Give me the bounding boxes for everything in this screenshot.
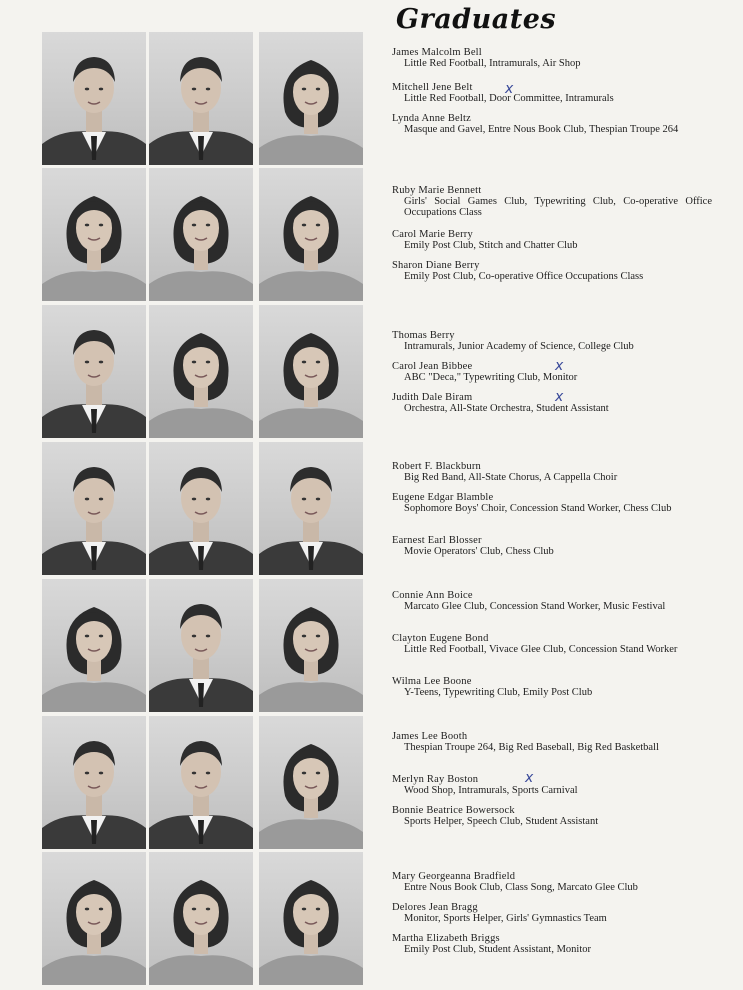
student-name: Connie Ann Boice [392, 590, 473, 601]
student-activities: Sophomore Boys' Choir, Concession Stand Worker, Chess Club [404, 503, 672, 514]
student-portrait [42, 168, 146, 301]
student-activities: Sports Helper, Speech Club, Student Assistant [404, 816, 599, 827]
student-portrait [259, 579, 363, 712]
student-activities: Masque and Gavel, Entre Nous Book Club, Thespian Troupe 264 [404, 124, 679, 135]
student-entry [392, 229, 712, 251]
student-portrait [149, 442, 253, 575]
student-activities: Intramurals, Junior Academy of Science, College Club [404, 341, 634, 352]
student-activities: Entre Nous Book Club, Class Song, Marcato Glee Club [404, 882, 638, 893]
student-name: Wilma Lee Boone [392, 676, 472, 687]
student-entry [392, 82, 712, 104]
student-portrait [42, 305, 146, 438]
student-portrait [149, 716, 253, 849]
handwritten-check-mark: x [525, 770, 534, 786]
page-title: Graduates [396, 4, 557, 35]
student-entry [392, 774, 712, 796]
student-name: Bonnie Beatrice Bowersock [392, 805, 515, 816]
student-portrait [149, 32, 253, 165]
student-entry [392, 933, 712, 955]
student-activities: Orchestra, All-State Orchestra, Student Assistant [404, 403, 609, 414]
student-portrait [149, 852, 253, 985]
student-name: Earnest Earl Blosser [392, 535, 482, 546]
student-entry [392, 871, 712, 893]
student-name: Judith Dale Biram [392, 392, 473, 403]
student-entry [392, 492, 712, 514]
student-name: Robert F. Blackburn [392, 461, 481, 472]
student-entry [392, 633, 712, 655]
student-portrait [42, 32, 146, 165]
student-name: Eugene Edgar Blamble [392, 492, 494, 503]
student-activities: Emily Post Club, Stitch and Chatter Club [404, 240, 578, 251]
student-activities: Big Red Band, All-State Chorus, A Cappella Choir [404, 472, 618, 483]
student-portrait [259, 305, 363, 438]
student-name: Lynda Anne Beltz [392, 113, 472, 124]
student-entry [392, 902, 712, 924]
student-name: Mary Georgeanna Bradfield [392, 871, 516, 882]
student-activities: Wood Shop, Intramurals, Sports Carnival [404, 785, 578, 796]
student-activities: Thespian Troupe 264, Big Red Baseball, Big Red Basketball [404, 742, 659, 753]
student-portrait [42, 579, 146, 712]
student-entry [392, 461, 712, 483]
student-name: Carol Marie Berry [392, 229, 473, 240]
student-portrait [259, 442, 363, 575]
student-name: James Malcolm Bell [392, 47, 482, 58]
student-activities: Movie Operators' Club, Chess Club [404, 546, 554, 557]
student-entry [392, 731, 712, 753]
student-activities: Girls' Social Games Club, Typewriting Club, Co-operative Office Occupations Class [404, 196, 712, 218]
student-name: Clayton Eugene Bond [392, 633, 489, 644]
student-name: Carol Jean Bibbee [392, 361, 473, 372]
student-activities: Emily Post Club, Student Assistant, Monitor [404, 944, 591, 955]
student-entry [392, 47, 712, 69]
student-entry [392, 590, 712, 612]
student-activities: Little Red Football, Vivace Glee Club, Concession Stand Worker [404, 644, 678, 655]
student-portrait [149, 579, 253, 712]
student-activities: Marcato Glee Club, Concession Stand Worker, Music Festival [404, 601, 666, 612]
student-entry [392, 185, 712, 218]
student-portrait [259, 852, 363, 985]
student-entry [392, 358, 712, 383]
student-name: Sharon Diane Berry [392, 260, 480, 271]
student-name: Merlyn Ray Boston [392, 774, 479, 785]
student-entry [392, 330, 712, 352]
student-portrait [259, 716, 363, 849]
student-portrait [259, 32, 363, 165]
student-entry [392, 676, 712, 698]
student-activities: ABC "Deca," Typewriting Club, Monitor [404, 372, 578, 383]
student-name: Mitchell Jene Belt [392, 82, 473, 93]
student-entry [392, 805, 712, 827]
handwritten-check-mark: x [555, 389, 564, 405]
student-entry [392, 389, 712, 414]
student-activities: Monitor, Sports Helper, Girls' Gymnastics Team [404, 913, 607, 924]
student-portrait [149, 168, 253, 301]
handwritten-check-mark: x [555, 358, 564, 374]
student-entry [392, 535, 712, 557]
student-entry [392, 260, 712, 282]
student-name: Thomas Berry [392, 330, 455, 341]
student-name: James Lee Booth [392, 731, 468, 742]
student-activities: Little Red Football, Door Committee, Intramurals [404, 93, 614, 104]
student-activities: Emily Post Club, Co-operative Office Occupations Class [404, 271, 644, 282]
handwritten-check-mark: x [505, 81, 514, 97]
student-portrait [42, 852, 146, 985]
student-entry [392, 113, 712, 135]
student-portrait [149, 305, 253, 438]
student-name: Delores Jean Bragg [392, 902, 478, 913]
student-portrait [259, 168, 363, 301]
student-activities: Y-Teens, Typewriting Club, Emily Post Club [404, 687, 593, 698]
student-portrait [42, 716, 146, 849]
student-name: Ruby Marie Bennett [392, 185, 482, 196]
student-portrait [42, 442, 146, 575]
student-name: Martha Elizabeth Briggs [392, 933, 500, 944]
student-activities: Little Red Football, Intramurals, Air Shop [404, 58, 581, 69]
